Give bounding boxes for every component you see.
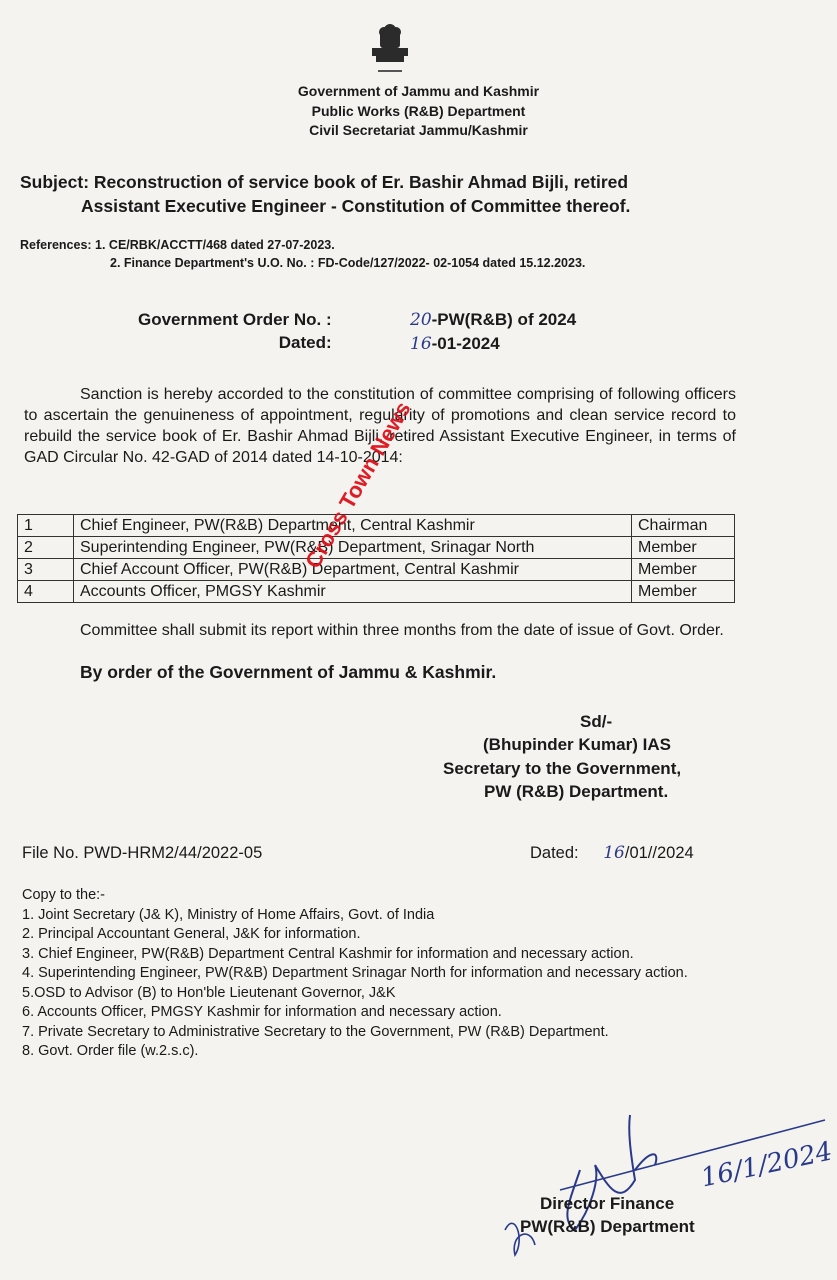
order-values — [410, 308, 576, 356]
by-order-line: By order of the Government of Jammu & Kashmir. — [80, 662, 497, 682]
list-item: 7. Private Secretary to Administrative Secretary to the Government, PW (R&B) Department. — [22, 1023, 609, 1040]
copy-to-heading: Copy to the:- — [22, 887, 106, 903]
file-dated-handwritten: 16 — [603, 843, 625, 863]
watermark-text: Cross Town News — [300, 397, 416, 573]
list-item: 4. Superintending Engineer, PW(R&B) Department Srinagar North for information and necessary action. — [22, 965, 688, 981]
committee-role: Chairman — [632, 515, 735, 537]
officer-name: Accounts Officer, PMGSY Kashmir — [74, 581, 632, 603]
row-number: 1 — [18, 515, 74, 537]
header-govt: Government of Jammu and Kashmir — [297, 83, 540, 99]
table-row — [18, 537, 735, 559]
director-finance-title: Director Finance — [540, 1194, 675, 1213]
committee-table — [17, 514, 735, 603]
subject-line-2: Assistant Executive Engineer - Constitution of Committee thereof. — [81, 196, 631, 216]
order-dated-suffix: -01-2024 — [431, 334, 500, 353]
header-department: Public Works (R&B) Department — [311, 103, 526, 119]
file-dated-label: Dated: — [530, 844, 579, 862]
sanction-paragraph: Sanction is hereby accorded to the constitution of committee comprising of following officers to ascertain the genuineness of appointment, regularity of promotions and clean service record to rebuild the service book of Er. Bashir Ahmad Bijli, retired Assistant Executive Engineer, in terms of GAD Circular No. 42-GAD of 2014 dated 14-10-2014: — [24, 386, 736, 466]
signatory-title-1: Secretary to the Government, — [443, 759, 682, 778]
committee-role: Member — [632, 559, 735, 581]
row-number: 3 — [18, 559, 74, 581]
table-row — [18, 515, 735, 537]
reference-1: References: 1. CE/RBK/ACCTT/468 dated 27-07-2023. — [20, 238, 335, 252]
submit-paragraph: Committee shall submit its report within three months from the date of issue of Govt. Order. — [80, 622, 724, 639]
order-labels — [138, 308, 332, 354]
subject-line-1: Subject: Reconstruction of service book of Er. Bashir Ahmad Bijli, retired — [20, 172, 629, 192]
reference-2: 2. Finance Department's U.O. No. : FD-Code/127/2022- 02-1054 dated 15.12.2023. — [110, 256, 586, 270]
list-item: 8. Govt. Order file (w.2.s.c). — [22, 1043, 199, 1059]
committee-role: Member — [632, 581, 735, 603]
order-no-suffix: -PW(R&B) of 2024 — [431, 310, 577, 329]
order-no-handwritten: 20 — [410, 310, 432, 330]
signatory-name: (Bhupinder Kumar) IAS — [483, 735, 671, 754]
order-no-label: Government Order No. : — [138, 310, 332, 329]
director-finance-department: PW(R&B) Department — [520, 1217, 695, 1236]
signature-sd: Sd/- — [580, 712, 613, 731]
order-dated-label: Dated: — [278, 333, 332, 352]
officer-name: Chief Account Officer, PW(R&B) Department, Central Kashmir — [74, 559, 632, 581]
table-row — [18, 559, 735, 581]
list-item: 3. Chief Engineer, PW(R&B) Department Central Kashmir for information and necessary action. — [22, 945, 634, 962]
list-item: 5.OSD to Advisor (B) to Hon'ble Lieutenant Governor, J&K — [22, 984, 396, 1001]
row-number: 4 — [18, 581, 74, 603]
list-item: 2. Principal Accountant General, J&K for information. — [22, 926, 361, 942]
officer-name: Superintending Engineer, PW(R&B) Department, Srinagar North — [74, 537, 632, 559]
row-number: 2 — [18, 537, 74, 559]
copy-to-list — [22, 886, 734, 1062]
national-emblem-icon — [358, 22, 422, 78]
file-dated-suffix: /01//2024 — [624, 844, 694, 862]
list-item: 1. Joint Secretary (J& K), Ministry of Home Affairs, Govt. of India — [22, 906, 435, 923]
committee-role: Member — [632, 537, 735, 559]
officer-name: Chief Engineer, PW(R&B) Department, Central Kashmir — [74, 515, 632, 537]
table-row — [18, 581, 735, 603]
references — [20, 236, 585, 272]
signatory-title-2: PW (R&B) Department. — [484, 782, 669, 801]
footer-handwritten-date: 16/1/2024 — [698, 1136, 835, 1194]
list-item: 6. Accounts Officer, PMGSY Kashmir for information and necessary action. — [22, 1004, 502, 1020]
header-secretariat: Civil Secretariat Jammu/Kashmir — [309, 122, 528, 138]
order-dated-handwritten: 16 — [410, 334, 432, 354]
file-number: File No. PWD-HRM2/44/2022-05 — [22, 844, 263, 862]
subject — [20, 170, 820, 218]
file-dated — [530, 842, 694, 864]
